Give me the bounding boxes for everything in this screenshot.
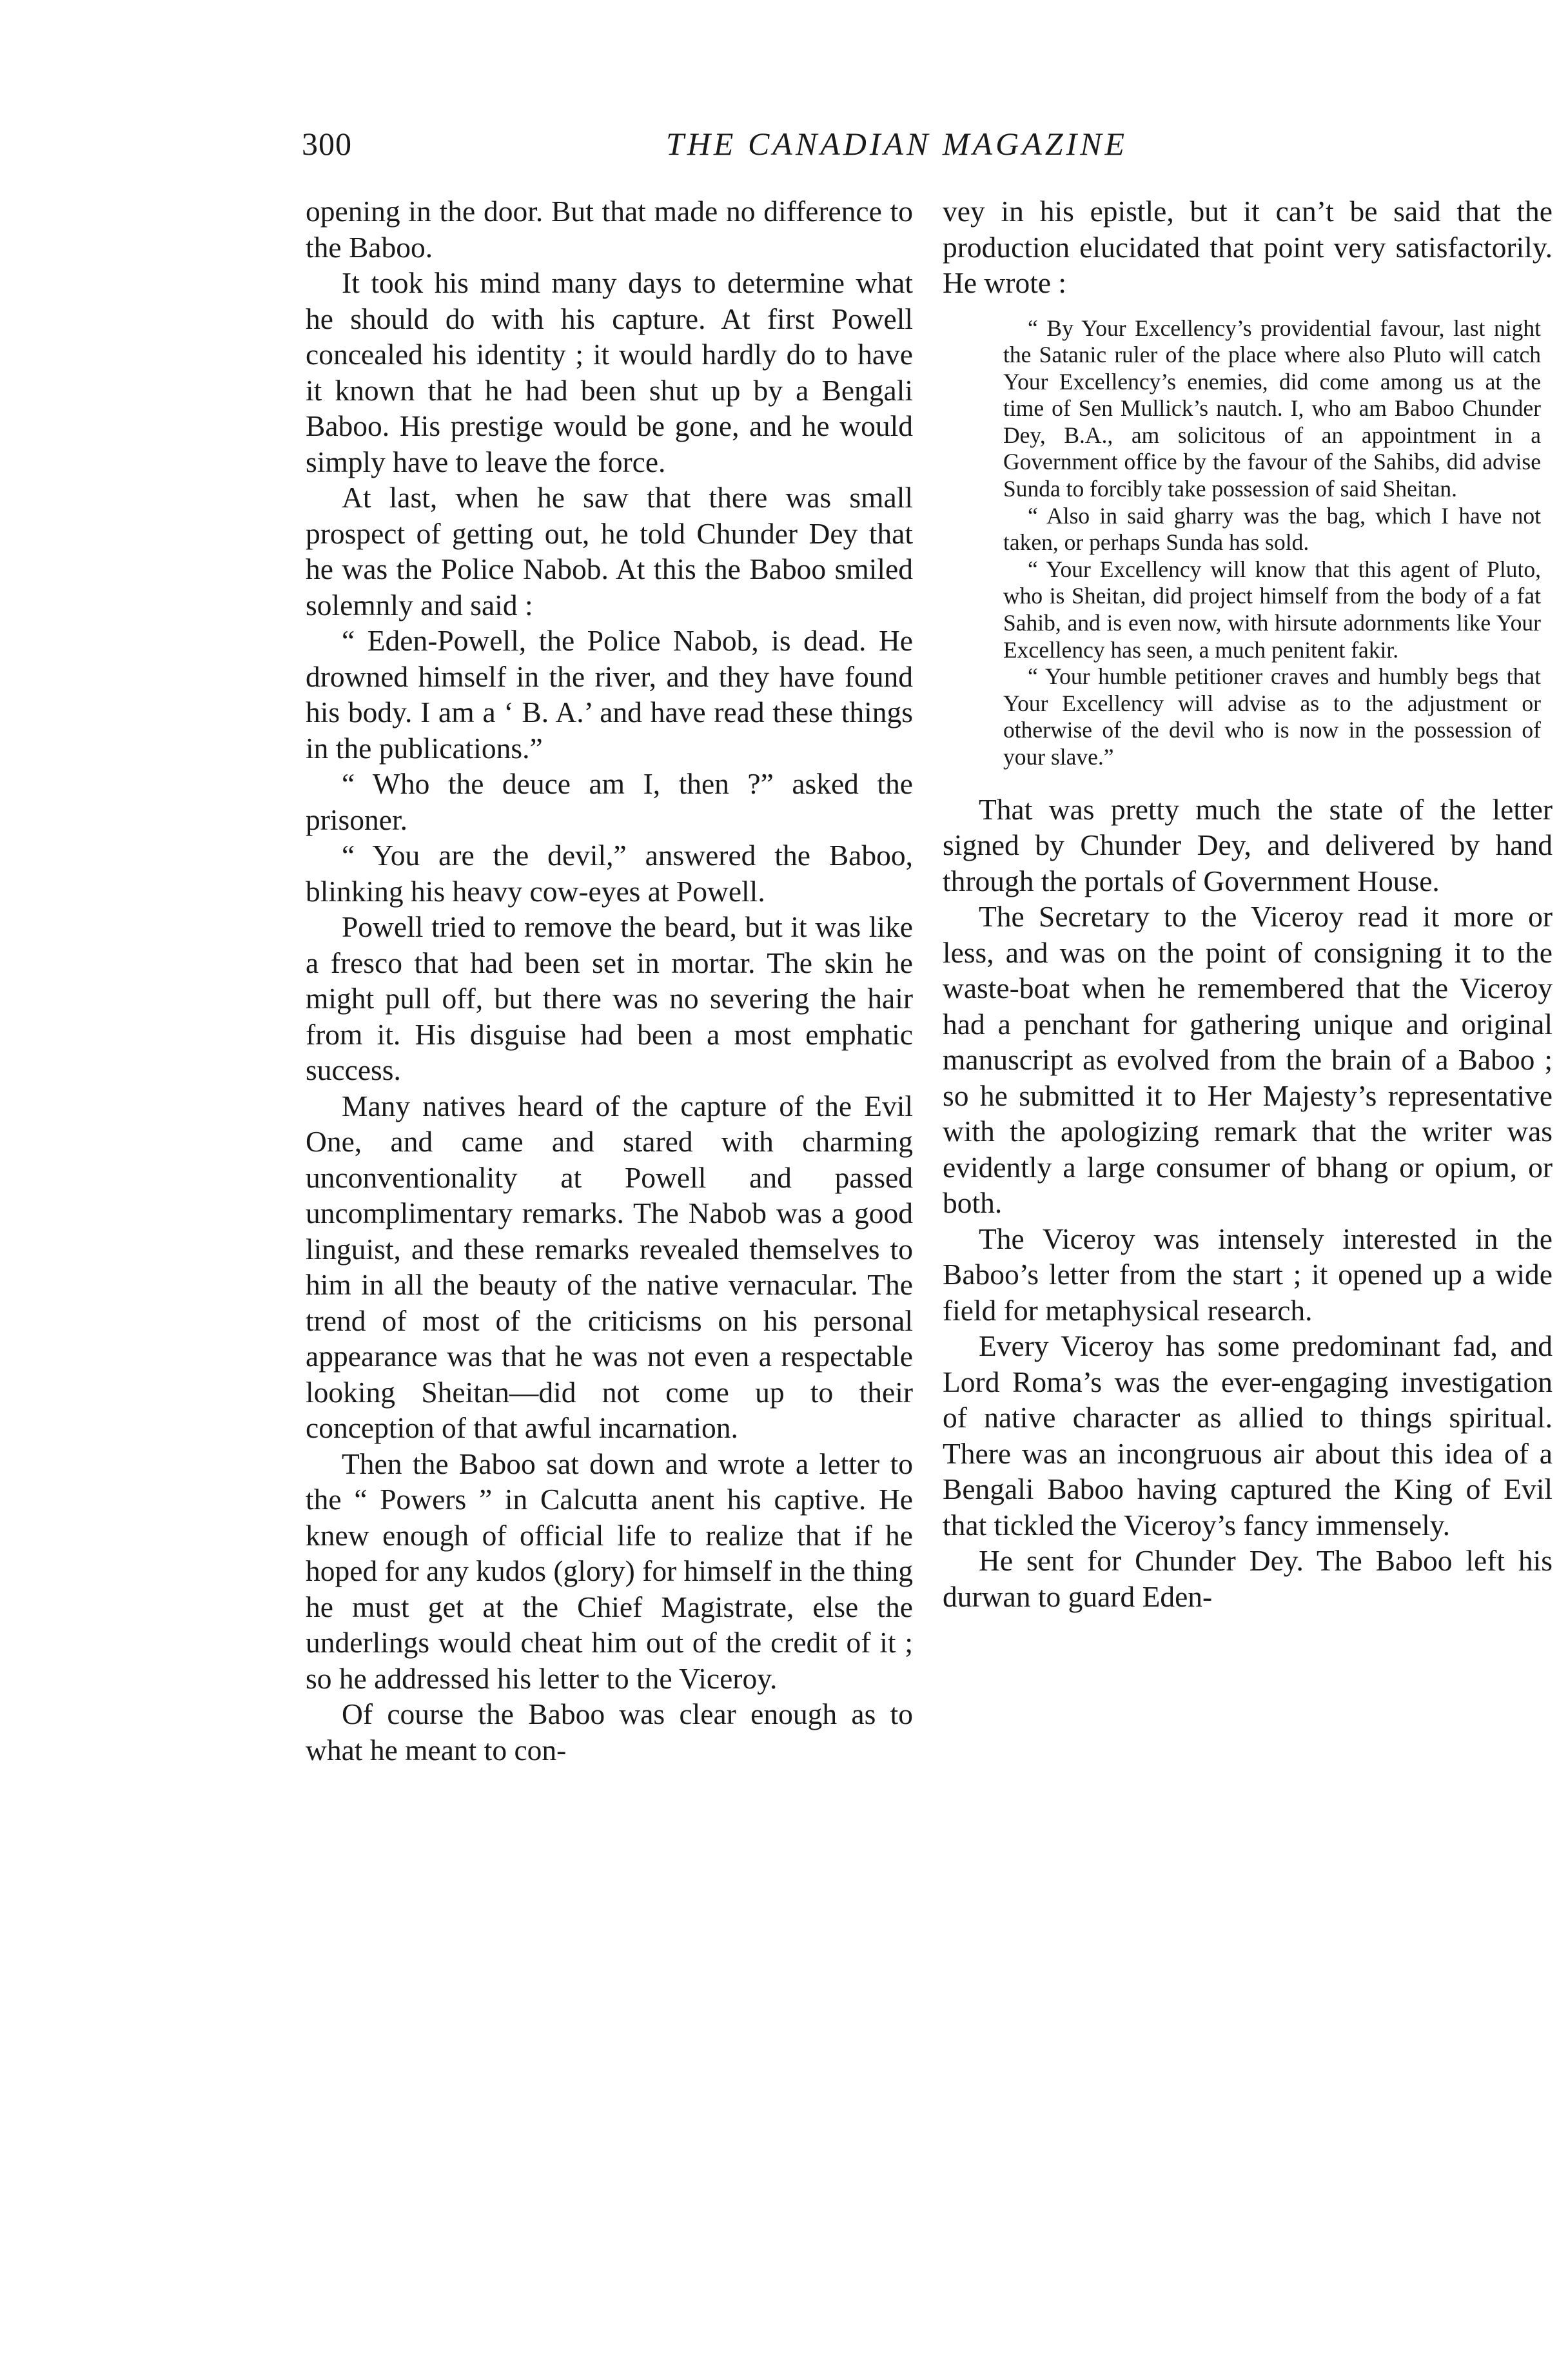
paragraph: Every Viceroy has some predominant fad, and Lord Roma’s was the ever-engaging investigation of native character as allied to things spiritual. There was an incongruous air about this idea of a Bengali Baboo having captured the King of Evil that tickled the Viceroy’s fancy immensely.: [943, 1329, 1553, 1541]
page-number: 300: [302, 126, 352, 162]
paragraph: It took his mind many days to determine what he should do with his capture. At first Powell concealed his identity ; it would hardly do to have it known that he had been shut up by a Bengali Baboo. His prestige would be gone, and he would simply have to leave the force.: [306, 266, 913, 478]
letter-paragraph: “ Your humble petitioner craves and humbly begs that Your Excellency will advise as to the adjustment or otherwise of the devil who is now in the possession of your slave.”: [1003, 663, 1541, 770]
letter-paragraph: “ Your Excellency will know that this agent of Pluto, who is Sheitan, did project himself from the body of a fat Sahib, and is even now, with hirsute adornments like Your Excellency has seen, a much penitent fakir.: [1003, 556, 1541, 663]
paragraph: vey in his epistle, but it can’t be said that the production elucidated that point very satisfactorily. He wrote :: [943, 195, 1553, 299]
paragraph: “ Who the deuce am I, then ?” asked the prisoner.: [306, 767, 913, 836]
page-header: [302, 120, 1546, 171]
right-column: [943, 193, 1553, 1614]
paragraph: The Secretary to the Viceroy read it more or less, and was on the point of consigning it to the waste-boat when he remembered that the Viceroy had a penchant for gathering unique and original manuscript as evolved from the brain of a Baboo ; so he submitted it to Her Majesty’s representative with the apologizing remark that the writer was evidently a large consumer of bhang or opium, or both.: [943, 900, 1553, 1220]
paragraph: The Viceroy was intensely interested in the Baboo’s letter from the start ; it opened up a wide field for metaphysical research.: [943, 1222, 1553, 1327]
paragraph: At last, when he saw that there was small prospect of getting out, he told Chunder Dey that he was the Police Nabob. At this the Baboo smiled solemnly and said :: [306, 481, 913, 621]
paragraph: Of course the Baboo was clear enough as to what he meant to con-: [306, 1697, 913, 1766]
paragraph: Powell tried to remove the beard, but it was like a fresco that had been set in mortar. The skin he might pull off, but there was no severing the hair from it. His disguise had been a most emphatic success.: [306, 910, 913, 1086]
paragraph: Then the Baboo sat down and wrote a letter to the “ Powers ” in Calcutta anent his captive. He knew enough of official life to realize that if he hoped for any kudos (glory) for himself in the thing he must get at the Chief Magistrate, else the underlings would cheat him out of the credit of it ; so he addressed his letter to the Viceroy.: [306, 1447, 913, 1695]
paragraph: That was pretty much the state of the letter signed by Chunder Dey, and delivered by hand through the portals of Government House.: [943, 792, 1553, 897]
paragraph: “ You are the devil,” answered the Baboo, blinking his heavy cow-eyes at Powell.: [306, 839, 913, 908]
letter-paragraph: “ By Your Excellency’s providential favour, last night the Satanic ruler of the place where also Pluto will catch Your Excellency’s enemies, did come among us at the time of Sen Mullick’s nautch. I, who am Baboo Chunder Dey, B.A., am solicitous of an appointment in a Government office by the favour of the Sahibs, did advise Sunda to forcibly take possession of said Sheitan.: [1003, 315, 1541, 502]
letter-paragraph: “ Also in said gharry was the bag, which I have not taken, or perhaps Sunda has sold.: [1003, 502, 1541, 556]
paragraph: Many natives heard of the capture of the Evil One, and came and stared with charming unconventionality at Powell and passed uncomplimentary remarks. The Nabob was a good linguist, and these remarks revealed themselves to him in all the beauty of the native vernacular. The trend of most of the criticisms on his personal appearance was that he was not even a respectable looking Sheitan—did not come up to their conception of that awful incarnation.: [306, 1089, 913, 1444]
running-title: THE CANADIAN MAGAZINE: [666, 126, 1128, 162]
paragraph: He sent for Chunder Dey. The Baboo left his durwan to guard Eden-: [943, 1544, 1553, 1613]
left-column: [306, 193, 913, 1768]
paragraph: opening in the door. But that made no difference to the Baboo.: [306, 195, 913, 264]
quoted-letter: [1003, 315, 1541, 771]
paragraph: “ Eden-Powell, the Police Nabob, is dead. He drowned himself in the river, and they have found his body. I am a ‘ B. A.’ and have read these things in the publications.”: [306, 624, 913, 765]
